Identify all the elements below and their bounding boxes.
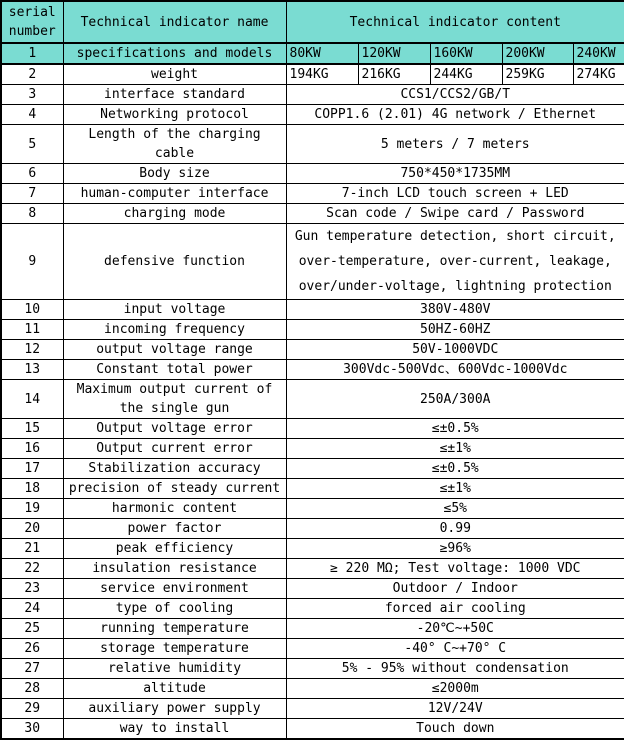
indicator-content-cell: COPP1.6 (2.01) 4G network / Ethernet	[286, 105, 624, 125]
table-row	[1, 64, 624, 85]
serial-cell: 12	[1, 340, 63, 360]
indicator-name-cell: insulation resistance	[63, 559, 286, 579]
indicator-name-cell: interface standard	[63, 85, 286, 105]
indicator-content-cell: 12V/24V	[286, 699, 624, 719]
table-row	[1, 439, 624, 459]
indicator-name-cell: storage temperature	[63, 639, 286, 659]
table-row	[1, 105, 624, 125]
serial-cell: 13	[1, 360, 63, 380]
weight-cell: 259KG	[502, 64, 573, 85]
serial-cell: 25	[1, 619, 63, 639]
serial-cell: 11	[1, 320, 63, 340]
serial-cell: 9	[1, 224, 63, 300]
indicator-name-cell: auxiliary power supply	[63, 699, 286, 719]
table-row	[1, 459, 624, 479]
weight-cell: 216KG	[358, 64, 430, 85]
serial-cell: 30	[1, 719, 63, 740]
indicator-content-cell: ≤±1%	[286, 439, 624, 459]
table-row	[1, 599, 624, 619]
model-cell: 80KW	[286, 43, 358, 64]
table-row	[1, 539, 624, 559]
indicator-content-cell: 50V-1000VDC	[286, 340, 624, 360]
serial-cell: 16	[1, 439, 63, 459]
indicator-content-cell: ≤±1%	[286, 479, 624, 499]
serial-cell: 17	[1, 459, 63, 479]
indicator-content-cell: 750*450*1735MM	[286, 164, 624, 184]
indicator-content-cell: ≥ 220 MΩ; Test voltage: 1000 VDC	[286, 559, 624, 579]
indicator-content-cell: 7-inch LCD touch screen + LED	[286, 184, 624, 204]
table-row	[1, 699, 624, 719]
indicator-name-cell: relative humidity	[63, 659, 286, 679]
serial-cell: 15	[1, 419, 63, 439]
indicator-content-cell: 0.99	[286, 519, 624, 539]
serial-cell: 6	[1, 164, 63, 184]
table-row	[1, 499, 624, 519]
indicator-name-cell: service environment	[63, 579, 286, 599]
indicator-content-cell: 5% - 95% without condensation	[286, 659, 624, 679]
indicator-name-cell: Maximum output current of the single gun	[63, 380, 286, 419]
indicator-content-cell: Scan code / Swipe card / Password	[286, 204, 624, 224]
serial-cell: 4	[1, 105, 63, 125]
indicator-content-cell: -40° C~+70° C	[286, 639, 624, 659]
serial-cell: 7	[1, 184, 63, 204]
model-cell: 200KW	[502, 43, 573, 64]
serial-cell: 27	[1, 659, 63, 679]
weight-cell: 194KG	[286, 64, 358, 85]
table-row	[1, 43, 624, 64]
table-row	[1, 85, 624, 105]
table-row	[1, 659, 624, 679]
indicator-name-cell: peak efficiency	[63, 539, 286, 559]
indicator-name-cell: power factor	[63, 519, 286, 539]
indicator-name-cell: defensive function	[63, 224, 286, 300]
table-row	[1, 639, 624, 659]
indicator-name-cell: precision of steady current	[63, 479, 286, 499]
table-row	[1, 204, 624, 224]
serial-cell: 3	[1, 85, 63, 105]
serial-cell: 18	[1, 479, 63, 499]
table-row	[1, 300, 624, 320]
indicator-content-cell: forced air cooling	[286, 599, 624, 619]
header-row	[1, 1, 624, 43]
table-row	[1, 184, 624, 204]
serial-cell: 10	[1, 300, 63, 320]
weight-cell: 274KG	[573, 64, 624, 85]
indicator-name-cell: Length of the charging cable	[63, 125, 286, 164]
table-row	[1, 679, 624, 699]
indicator-name-cell: Constant total power	[63, 360, 286, 380]
indicator-content-cell: ≤2000m	[286, 679, 624, 699]
indicator-content-cell: 300Vdc-500Vdc、600Vdc-1000Vdc	[286, 360, 624, 380]
table-row	[1, 419, 624, 439]
serial-cell: 21	[1, 539, 63, 559]
indicator-name-cell: incoming frequency	[63, 320, 286, 340]
indicator-name-cell: weight	[63, 64, 286, 85]
serial-cell: 2	[1, 64, 63, 85]
indicator-name-cell: input voltage	[63, 300, 286, 320]
serial-cell: 8	[1, 204, 63, 224]
table-row	[1, 579, 624, 599]
table-row	[1, 320, 624, 340]
table-row	[1, 619, 624, 639]
indicator-name-cell: Output current error	[63, 439, 286, 459]
table-row	[1, 479, 624, 499]
indicator-name-cell: Networking protocol	[63, 105, 286, 125]
indicator-name-cell: altitude	[63, 679, 286, 699]
model-cell: 160KW	[430, 43, 502, 64]
header-serial-number: serial number	[1, 1, 63, 43]
serial-cell: 19	[1, 499, 63, 519]
serial-cell: 5	[1, 125, 63, 164]
indicator-content-cell: 50HZ-60HZ	[286, 320, 624, 340]
indicator-name-cell: Output voltage error	[63, 419, 286, 439]
indicator-name-cell: running temperature	[63, 619, 286, 639]
indicator-content-cell: -20℃~+50C	[286, 619, 624, 639]
serial-cell: 1	[1, 43, 63, 64]
indicator-name-cell: human-computer interface	[63, 184, 286, 204]
indicator-content-cell: CCS1/CCS2/GB/T	[286, 85, 624, 105]
header-indicator-name: Technical indicator name	[63, 1, 286, 43]
table-row	[1, 125, 624, 164]
indicator-content-cell: ≤±0.5%	[286, 459, 624, 479]
header-indicator-content: Technical indicator content	[286, 1, 624, 43]
indicator-name-cell: specifications and models	[63, 43, 286, 64]
table-row	[1, 164, 624, 184]
indicator-name-cell: charging mode	[63, 204, 286, 224]
indicator-content-cell: 5 meters / 7 meters	[286, 125, 624, 164]
serial-cell: 22	[1, 559, 63, 579]
serial-cell: 20	[1, 519, 63, 539]
indicator-name-cell: harmonic content	[63, 499, 286, 519]
indicator-name-cell: type of cooling	[63, 599, 286, 619]
table-row	[1, 224, 624, 300]
model-cell: 120KW	[358, 43, 430, 64]
serial-cell: 29	[1, 699, 63, 719]
indicator-name-cell: output voltage range	[63, 340, 286, 360]
indicator-content-cell: ≤±0.5%	[286, 419, 624, 439]
table-row	[1, 519, 624, 539]
model-cell: 240KW	[573, 43, 624, 64]
indicator-name-cell: way to install	[63, 719, 286, 740]
indicator-content-cell: 250A/300A	[286, 380, 624, 419]
serial-cell: 26	[1, 639, 63, 659]
table-row	[1, 340, 624, 360]
table-row	[1, 719, 624, 740]
indicator-content-cell: Touch down	[286, 719, 624, 740]
indicator-content-cell: ≤5%	[286, 499, 624, 519]
serial-cell: 23	[1, 579, 63, 599]
table-row	[1, 380, 624, 419]
weight-cell: 244KG	[430, 64, 502, 85]
indicator-name-cell: Body size	[63, 164, 286, 184]
indicator-content-cell: ≥96%	[286, 539, 624, 559]
indicator-content-cell: 380V-480V	[286, 300, 624, 320]
indicator-name-cell: Stabilization accuracy	[63, 459, 286, 479]
serial-cell: 28	[1, 679, 63, 699]
table-row	[1, 360, 624, 380]
table-row	[1, 559, 624, 579]
serial-cell: 24	[1, 599, 63, 619]
indicator-content-cell: Outdoor / Indoor	[286, 579, 624, 599]
serial-cell: 14	[1, 380, 63, 419]
indicator-content-cell: Gun temperature detection, short circuit, over-temperature, over-current, leakage, over/under-voltage, lightning protection	[286, 224, 624, 300]
